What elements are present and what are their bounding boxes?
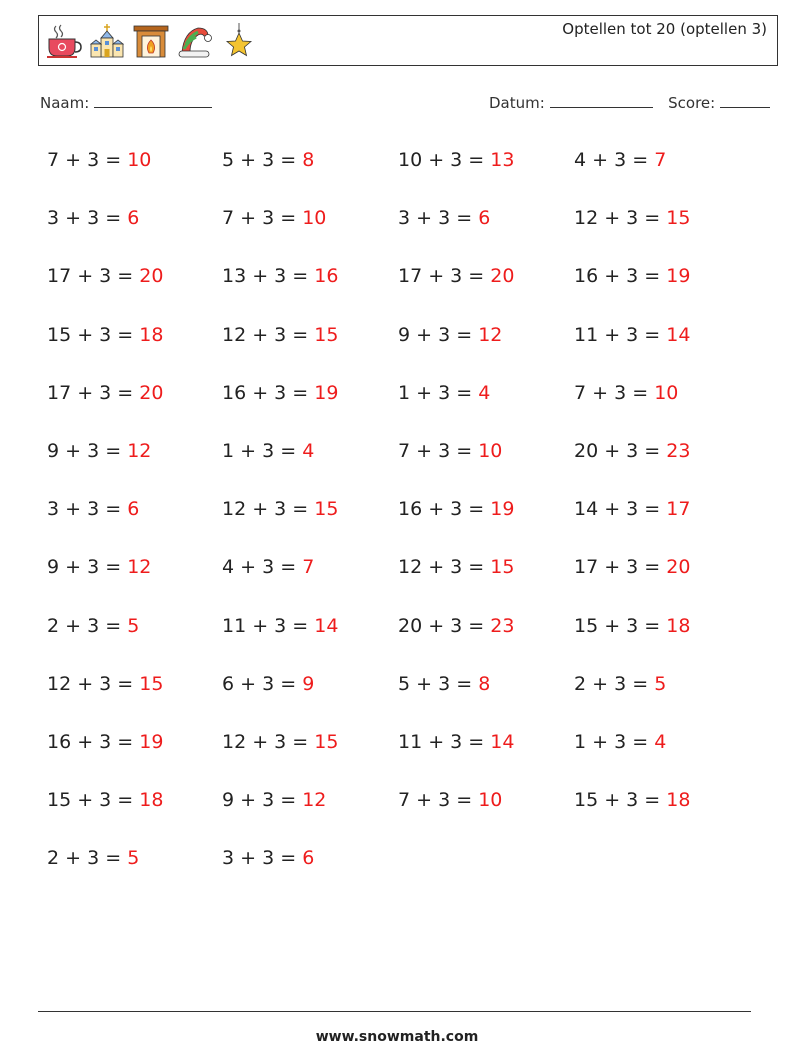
problem-question: 17 + 3 = (574, 556, 667, 579)
problem-item (47, 556, 151, 578)
problem-answer: 10 (654, 381, 679, 404)
problem-item (222, 382, 338, 404)
problem-question: 16 + 3 = (398, 498, 491, 521)
problem-question: 12 + 3 = (222, 731, 315, 753)
footer-site: www.snowmath.com (315, 1029, 479, 1045)
problem-question: 2 + 3 = (47, 614, 128, 637)
problem-item (398, 207, 490, 229)
problem-item (47, 731, 163, 753)
problem-item (47, 498, 139, 520)
problem-item (398, 149, 514, 171)
problem-answer: 19 (139, 731, 164, 753)
problem-answer: 15 (490, 556, 515, 579)
problem-question: 15 + 3 = (574, 789, 667, 812)
problem-question: 1 + 3 = (222, 440, 303, 462)
problem-answer: 5 (127, 614, 140, 637)
problem-question: 17 + 3 = (398, 265, 491, 288)
problem-question: 12 + 3 = (47, 672, 140, 695)
problem-answer: 5 (654, 672, 667, 695)
problem-item (222, 847, 314, 869)
date-label: Datum: (489, 94, 545, 112)
problem-question: 15 + 3 = (47, 789, 140, 812)
problem-answer: 8 (302, 149, 315, 171)
problem-answer: 7 (654, 149, 667, 171)
problem-item (574, 207, 690, 229)
score-blank-line[interactable] (720, 93, 770, 108)
problem-item (398, 556, 514, 578)
problem-question: 11 + 3 = (398, 731, 491, 753)
problem-question: 4 + 3 = (574, 149, 655, 171)
problem-question: 17 + 3 = (47, 265, 140, 288)
problem-item (398, 673, 490, 695)
problem-answer: 6 (127, 207, 140, 230)
problem-question: 7 + 3 = (222, 207, 303, 230)
problem-answer: 10 (478, 440, 503, 462)
problem-answer: 20 (490, 265, 515, 288)
problem-answer: 15 (666, 207, 691, 230)
problem-item (398, 324, 502, 346)
problem-item (398, 731, 514, 753)
problem-question: 12 + 3 = (222, 498, 315, 521)
score-label: Score: (668, 94, 716, 112)
problem-answer: 19 (666, 265, 691, 288)
problem-item (222, 731, 338, 753)
problem-answer: 9 (302, 672, 315, 695)
problem-answer: 4 (478, 381, 491, 404)
problem-answer: 14 (490, 731, 515, 753)
christmas-star-icon (220, 22, 258, 60)
problem-item (574, 440, 690, 462)
problem-item (574, 265, 690, 287)
problem-item (222, 265, 338, 287)
problem-question: 7 + 3 = (398, 440, 479, 462)
santa-hat-icon (176, 22, 214, 60)
problem-answer: 15 (314, 498, 339, 521)
problem-item (398, 615, 514, 637)
problem-answer: 19 (490, 498, 515, 521)
problem-question: 9 + 3 = (398, 323, 479, 346)
problem-question: 7 + 3 = (574, 381, 655, 404)
problem-question: 9 + 3 = (47, 556, 128, 579)
problem-item (47, 382, 163, 404)
problem-question: 4 + 3 = (222, 556, 303, 579)
problem-answer: 12 (127, 440, 152, 462)
problem-item (47, 847, 139, 869)
hot-drink-mug-icon (44, 22, 82, 60)
fireplace-icon (132, 22, 170, 60)
problem-answer: 15 (314, 323, 339, 346)
problem-question: 16 + 3 = (47, 731, 140, 753)
worksheet-title: Optellen tot 20 (optellen 3) (562, 20, 767, 38)
problem-question: 2 + 3 = (574, 672, 655, 695)
problem-item (222, 556, 314, 578)
problem-item (222, 673, 314, 695)
problem-answer: 23 (666, 440, 691, 462)
problem-answer: 6 (478, 207, 491, 230)
problem-answer: 4 (302, 440, 315, 462)
problem-answer: 20 (139, 265, 164, 288)
date-blank-line[interactable] (550, 93, 653, 108)
problem-question: 11 + 3 = (574, 323, 667, 346)
problem-question: 16 + 3 = (574, 265, 667, 288)
problem-item (574, 498, 690, 520)
problem-answer: 15 (314, 731, 339, 753)
problem-answer: 6 (127, 498, 140, 521)
problem-answer: 14 (666, 323, 691, 346)
header-icons (44, 22, 258, 60)
problem-answer: 20 (666, 556, 691, 579)
problem-answer: 4 (654, 731, 667, 753)
problem-answer: 12 (302, 789, 327, 812)
problem-answer: 16 (314, 265, 339, 288)
problem-item (222, 149, 314, 171)
problem-item (574, 382, 678, 404)
problem-item (47, 440, 151, 462)
problem-item (222, 207, 326, 229)
problem-item (47, 149, 151, 171)
name-field (40, 93, 212, 112)
problem-question: 10 + 3 = (398, 149, 491, 171)
problem-item (222, 440, 314, 462)
problem-question: 7 + 3 = (398, 789, 479, 812)
problem-answer: 18 (666, 614, 691, 637)
problem-question: 9 + 3 = (222, 789, 303, 812)
problem-answer: 7 (302, 556, 315, 579)
name-label: Naam: (40, 94, 90, 112)
problem-question: 12 + 3 = (574, 207, 667, 230)
name-blank-line[interactable] (94, 93, 212, 108)
problem-answer: 23 (490, 614, 515, 637)
problem-answer: 5 (127, 847, 140, 870)
problem-answer: 8 (478, 672, 491, 695)
problem-answer: 13 (490, 149, 515, 171)
problem-question: 1 + 3 = (398, 381, 479, 404)
problem-question: 15 + 3 = (47, 323, 140, 346)
problem-answer: 18 (139, 789, 164, 812)
problem-question: 13 + 3 = (222, 265, 315, 288)
problem-item (47, 324, 163, 346)
church-icon (88, 22, 126, 60)
problem-answer: 10 (127, 149, 152, 171)
problem-item (222, 789, 326, 811)
problem-question: 11 + 3 = (222, 614, 315, 637)
problem-item (222, 324, 338, 346)
problem-answer: 10 (478, 789, 503, 812)
problem-item (222, 615, 338, 637)
problem-item (47, 673, 163, 695)
problem-question: 3 + 3 = (47, 207, 128, 230)
problem-answer: 6 (302, 847, 315, 870)
problem-question: 7 + 3 = (47, 149, 128, 171)
date-score-fields (489, 93, 770, 112)
problem-item (222, 498, 338, 520)
problem-question: 14 + 3 = (574, 498, 667, 521)
problem-item (398, 382, 490, 404)
problem-question: 16 + 3 = (222, 381, 315, 404)
problem-item (574, 324, 690, 346)
problem-item (47, 615, 139, 637)
problem-item (47, 207, 139, 229)
problem-question: 12 + 3 = (222, 323, 315, 346)
problem-question: 17 + 3 = (47, 381, 140, 404)
problem-question: 9 + 3 = (47, 440, 128, 462)
problem-question: 15 + 3 = (574, 614, 667, 637)
worksheet-header (38, 15, 778, 66)
problem-answer: 12 (127, 556, 152, 579)
problem-answer: 18 (666, 789, 691, 812)
footer-divider (38, 1011, 751, 1012)
problem-item (574, 673, 666, 695)
problem-question: 6 + 3 = (222, 672, 303, 695)
problem-item (47, 789, 163, 811)
problem-answer: 19 (314, 381, 339, 404)
problem-item (574, 789, 690, 811)
problem-answer: 14 (314, 614, 339, 637)
problem-item (574, 556, 690, 578)
problem-answer: 15 (139, 672, 164, 695)
problem-item (398, 498, 514, 520)
problem-question: 5 + 3 = (222, 149, 303, 171)
problem-question: 5 + 3 = (398, 672, 479, 695)
problem-item (47, 265, 163, 287)
problem-answer: 17 (666, 498, 691, 521)
problem-answer: 12 (478, 323, 503, 346)
problem-answer: 20 (139, 381, 164, 404)
problem-item (574, 615, 690, 637)
problem-item (398, 265, 514, 287)
problem-question: 1 + 3 = (574, 731, 655, 753)
problem-question: 3 + 3 = (398, 207, 479, 230)
problem-question: 3 + 3 = (47, 498, 128, 521)
problem-answer: 18 (139, 323, 164, 346)
problem-item (574, 149, 666, 171)
problem-question: 12 + 3 = (398, 556, 491, 579)
problem-item (398, 789, 502, 811)
problem-question: 20 + 3 = (574, 440, 667, 462)
problem-item (574, 731, 666, 753)
problem-question: 20 + 3 = (398, 614, 491, 637)
problem-question: 2 + 3 = (47, 847, 128, 870)
problem-answer: 10 (302, 207, 327, 230)
problem-item (398, 440, 502, 462)
problem-question: 3 + 3 = (222, 847, 303, 870)
